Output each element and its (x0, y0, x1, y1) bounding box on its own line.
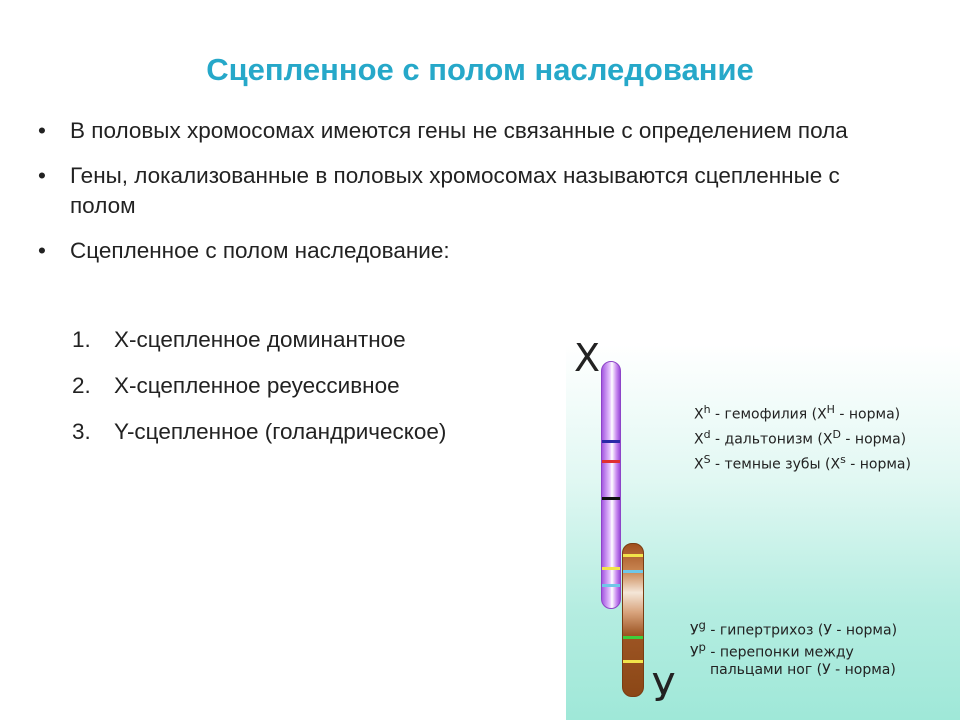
y-band-yellow (623, 660, 643, 663)
bullet-text: Сцепленное с полом наследование: (70, 237, 450, 263)
bullet-item (38, 161, 898, 222)
legend-entry: $X^h$ - гемофилия ($X^H$ - норма) (694, 403, 901, 423)
x-gene-legend (694, 403, 911, 478)
legend-entry: $X^d$ - дальтонизм ($X^D$ - норма) (694, 428, 907, 448)
x-band-yellow (602, 567, 620, 570)
bullet-dot-icon: • (38, 162, 46, 188)
y-band-cyan (623, 570, 643, 573)
y-chromosome-label: У (652, 666, 676, 710)
chromosome-figure (566, 336, 960, 720)
bullet-dot-icon: • (38, 237, 46, 263)
x-chromosome-label: Х (574, 336, 601, 380)
x-band-black (602, 497, 620, 500)
y-gene-legend (690, 618, 897, 684)
legend-entry-continuation: пальцами ног (У - норма) (710, 662, 896, 678)
x-band-red (602, 460, 620, 463)
item-number: 3. (72, 419, 91, 444)
slide-title: Сцепленное с полом наследование (206, 52, 754, 87)
y-chromosome (622, 543, 644, 697)
legend-entry: $У^p$ - перепонки между (690, 640, 854, 661)
x-band-cyan (602, 584, 620, 587)
bullet-text: Гены, локализованные в половых хромосомах называются сцепленные с полом (70, 162, 840, 219)
y-band-green (623, 636, 643, 639)
x-chromosome (601, 361, 621, 609)
item-number: 2. (72, 373, 91, 398)
legend-entry: $У^g$ - гипертрихоз (У - норма) (690, 618, 898, 639)
bullet-list (38, 116, 898, 280)
numbered-item (72, 417, 572, 463)
numbered-item (72, 371, 572, 417)
bullet-item (38, 236, 898, 267)
item-number: 1. (72, 327, 91, 352)
item-text: Х-сцепленное доминантное (114, 327, 406, 352)
item-text: Y-сцепленное (голандрическое) (114, 419, 447, 444)
bullet-text: В половых хромосомах имеются гены не связанные с определением пола (70, 118, 848, 143)
bullet-dot-icon: • (38, 118, 46, 143)
item-text: Х-сцепленное реуессивное (114, 373, 400, 398)
numbered-list (72, 325, 572, 463)
x-band-blue (602, 440, 620, 443)
bullet-item (38, 116, 898, 147)
legend-entry: $X^S$ - темные зубы ($X^s$ - норма) (694, 453, 911, 473)
y-band-yellow (623, 554, 643, 557)
numbered-item (72, 325, 572, 371)
